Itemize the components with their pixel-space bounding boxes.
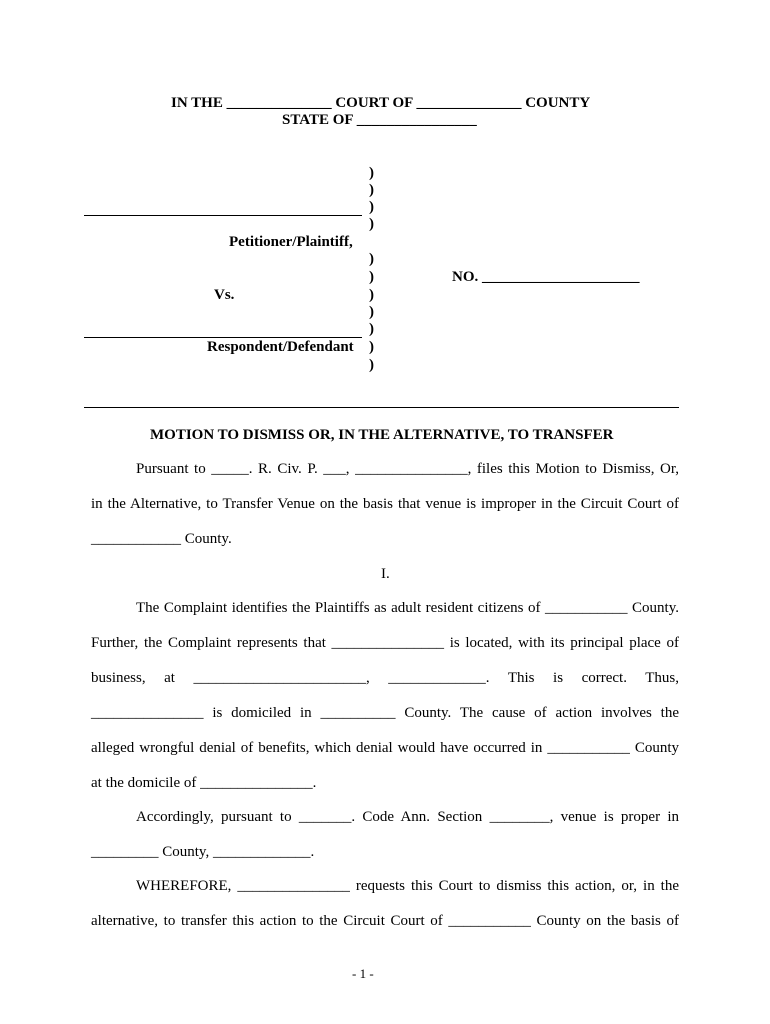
caption-paren: ) <box>369 321 374 337</box>
caption-paren: ) <box>369 251 374 267</box>
paragraph-line: at the domicile of _______________. <box>91 775 317 791</box>
caption-paren: ) <box>369 199 374 215</box>
paragraph-line: Accordingly, pursuant to _______. Code Ann. Section ________, venue is proper in <box>136 809 679 825</box>
court-header-line: IN THE ______________ COURT OF ______________ COUNTY <box>171 95 591 111</box>
caption-paren: ) <box>369 339 374 355</box>
caption-paren: ) <box>369 357 374 373</box>
paragraph-line: in the Alternative, to Transfer Venue on the basis that venue is improper in the Circuit Court of <box>91 496 679 512</box>
caption-paren: ) <box>369 269 374 285</box>
respondent-label: Respondent/Defendant <box>207 339 354 355</box>
vs-label: Vs. <box>214 287 235 303</box>
paragraph-line: _______________ is domiciled in __________ County. The cause of action involves the <box>91 705 679 721</box>
caption-divider <box>84 407 679 408</box>
document-title: MOTION TO DISMISS OR, IN THE ALTERNATIVE, TO TRANSFER <box>150 427 614 443</box>
caption-paren: ) <box>369 182 374 198</box>
page-number: - 1 - <box>352 966 374 981</box>
caption-paren: ) <box>369 165 374 181</box>
petitioner-name-line <box>84 215 362 216</box>
state-header-line: STATE OF ________________ <box>282 112 477 128</box>
paragraph-line: WHEREFORE, _______________ requests this Court to dismiss this action, or, in the <box>136 878 679 894</box>
paragraph-line: ____________ County. <box>91 531 232 547</box>
case-number-label: NO. _____________________ <box>452 269 640 285</box>
paragraph-line: Pursuant to _____. R. Civ. P. ___, _______________, files this Motion to Dismiss, Or, <box>136 461 679 477</box>
respondent-name-line <box>84 337 362 338</box>
paragraph-line: _________ County, _____________. <box>91 844 315 860</box>
paragraph-line: alleged wrongful denial of benefits, which denial would have occurred in ___________ County <box>91 740 679 756</box>
caption-paren: ) <box>369 216 374 232</box>
petitioner-label: Petitioner/Plaintiff, <box>229 234 353 250</box>
paragraph-line: Further, the Complaint represents that _______________ is located, with its principal place of <box>91 635 679 651</box>
caption-paren: ) <box>369 287 374 303</box>
paragraph-line: business, at _______________________, _____________. This is correct. Thus, <box>91 670 679 686</box>
section-heading: I. <box>381 566 390 582</box>
paragraph-line: The Complaint identifies the Plaintiffs as adult resident citizens of ___________ County. <box>136 600 679 616</box>
caption-paren: ) <box>369 304 374 320</box>
paragraph-line: alternative, to transfer this action to the Circuit Court of ___________ County on the basis of <box>91 913 679 929</box>
